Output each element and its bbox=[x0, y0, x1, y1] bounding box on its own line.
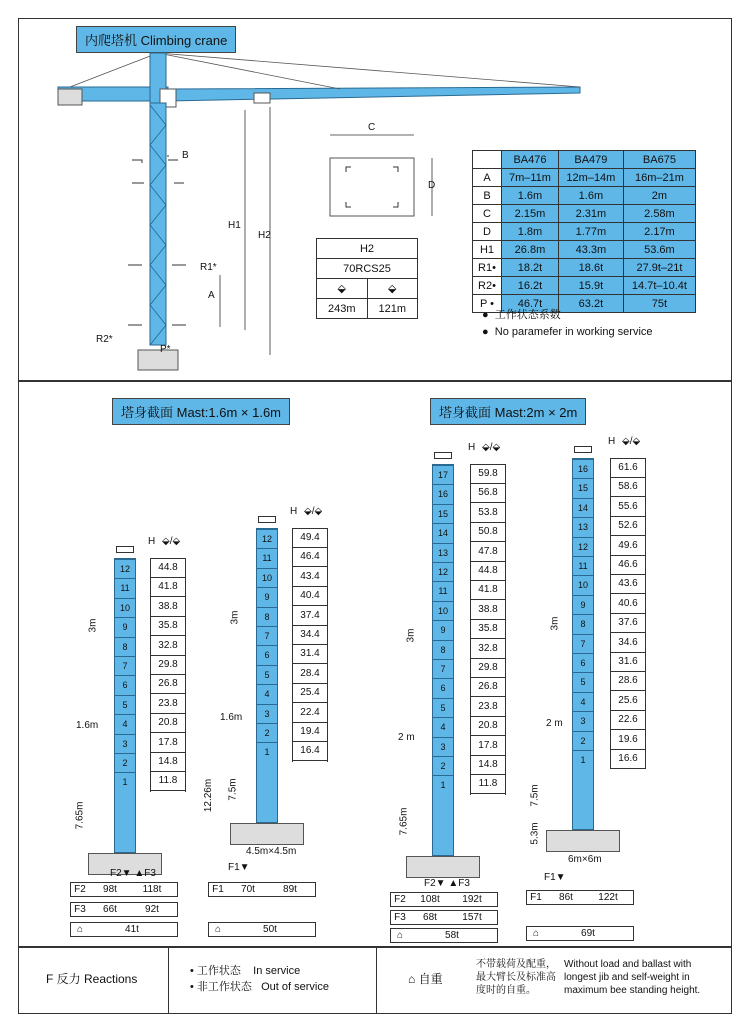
mast-segment: 11 bbox=[115, 578, 135, 597]
mast-base bbox=[230, 823, 304, 845]
reaction-f3: F3 66t 92t bbox=[70, 902, 178, 917]
height-cell: 23.8 bbox=[471, 698, 505, 717]
label-h1: H1 bbox=[228, 220, 241, 231]
mast-segment: 8 bbox=[433, 640, 453, 659]
mast-segment: 12 bbox=[573, 537, 593, 556]
label-r2: R2* bbox=[96, 334, 113, 345]
height-cell: 31.4 bbox=[293, 645, 327, 664]
mast-segment: 8 bbox=[115, 637, 135, 656]
mast-16-title: 塔身截面 Mast:1.6m × 1.6m bbox=[112, 398, 290, 425]
f1-label: F1▼ bbox=[544, 872, 566, 883]
mast-segment: 9 bbox=[257, 587, 277, 606]
mast-segment: 8 bbox=[573, 614, 593, 633]
hook-icon: ⬙/⬙ bbox=[622, 436, 641, 447]
dim-width: 2 m bbox=[546, 718, 563, 729]
h2-table bbox=[316, 238, 418, 319]
height-column bbox=[150, 558, 186, 792]
spec-col-header: BA479 bbox=[558, 151, 623, 169]
legend-no-param-text: No paramefer in working service bbox=[494, 326, 653, 338]
height-cell: 44.8 bbox=[151, 559, 185, 578]
mast-segment: 1 bbox=[573, 750, 593, 769]
mast-segment: 2 bbox=[257, 723, 277, 742]
spec-cell: 12m–14m bbox=[558, 169, 623, 187]
spec-cell: 14.7t–10.4t bbox=[623, 277, 695, 295]
mast-segment: 11 bbox=[257, 548, 277, 567]
spec-col-header: BA476 bbox=[502, 151, 559, 169]
label-d: D bbox=[428, 180, 436, 191]
mast-segment: 9 bbox=[433, 620, 453, 639]
height-cell: 14.8 bbox=[151, 753, 185, 772]
mast-segment: 1 bbox=[433, 775, 453, 794]
height-cell: 14.8 bbox=[471, 756, 505, 775]
dim-base-2: 12.26m bbox=[203, 778, 215, 813]
spec-cell: 18.2t bbox=[502, 259, 559, 277]
height-cell: 25.6 bbox=[611, 692, 645, 711]
spec-key: C bbox=[473, 205, 502, 223]
mast-2-title: 塔身截面 Mast:2m × 2m bbox=[430, 398, 586, 425]
dim-base-1: 7.5m bbox=[227, 778, 239, 801]
spec-key: R1• bbox=[473, 259, 502, 277]
height-cell: 26.8 bbox=[151, 675, 185, 694]
dim-width: 1.6m bbox=[76, 720, 99, 731]
in-service: • 工作状态 In service bbox=[190, 965, 301, 977]
mast-segment: 13 bbox=[433, 543, 453, 562]
mast-base bbox=[406, 856, 480, 878]
mast-segment: 1 bbox=[115, 772, 135, 791]
height-cell: 19.4 bbox=[293, 723, 327, 742]
spec-cell: 53.6m bbox=[623, 241, 695, 259]
spec-table bbox=[472, 150, 696, 313]
dim-base-1: 7.5m bbox=[529, 784, 541, 807]
height-cell: 16.6 bbox=[611, 750, 645, 769]
mast-cap bbox=[116, 546, 134, 553]
mast-segment: 6 bbox=[115, 675, 135, 694]
spec-cell: 2.15m bbox=[502, 205, 559, 223]
height-cell: 31.6 bbox=[611, 653, 645, 672]
height-cell: 49.6 bbox=[611, 537, 645, 556]
height-cell: 46.6 bbox=[611, 556, 645, 575]
mast-segment: 13 bbox=[573, 517, 593, 536]
spec-cell: 63.2t bbox=[558, 295, 623, 313]
mast-segment: 5 bbox=[257, 665, 277, 684]
spec-cell: 16.2t bbox=[502, 277, 559, 295]
mast-segment: 10 bbox=[573, 575, 593, 594]
f2-label: F2▼ ▲F3 bbox=[110, 868, 156, 879]
legend-working bbox=[482, 306, 561, 322]
self-weight-legend: ⌂ 自重 bbox=[408, 972, 443, 986]
spec-key: P • bbox=[473, 295, 502, 313]
h-label: H bbox=[148, 536, 156, 547]
height-cell: 61.6 bbox=[611, 459, 645, 478]
mast-segment: 16 bbox=[573, 459, 593, 478]
height-column bbox=[610, 458, 646, 769]
height-cell: 32.8 bbox=[151, 637, 185, 656]
mast-segment: 3 bbox=[257, 704, 277, 723]
height-cell: 56.8 bbox=[471, 484, 505, 503]
spec-cell: 43.3m bbox=[558, 241, 623, 259]
spec-cell: 46.7t bbox=[502, 295, 559, 313]
mast-segment: 7 bbox=[573, 634, 593, 653]
mast-segment: 7 bbox=[115, 656, 135, 675]
climbing-crane-title: 内爬塔机 Climbing crane bbox=[76, 26, 236, 53]
mast-segment: 10 bbox=[433, 601, 453, 620]
mast-segment: 4 bbox=[115, 714, 135, 733]
self-weight-icon: ⌂ bbox=[76, 924, 84, 935]
mast-base bbox=[546, 830, 620, 852]
label-c: C bbox=[368, 122, 376, 133]
dim-width: 1.6m bbox=[220, 712, 243, 723]
dim-foot: 4.5m×4.5m bbox=[246, 846, 297, 857]
height-cell: 50.8 bbox=[471, 523, 505, 542]
mast-segment: 17 bbox=[433, 465, 453, 484]
label-h2: H2 bbox=[258, 230, 271, 241]
spec-cell: 2.17m bbox=[623, 223, 695, 241]
height-cell: 11.8 bbox=[151, 772, 185, 791]
spec-key: H1 bbox=[473, 241, 502, 259]
height-cell: 41.8 bbox=[151, 578, 185, 597]
mast-segment: 4 bbox=[573, 692, 593, 711]
mast-segment: 7 bbox=[433, 659, 453, 678]
mast-segment: 12 bbox=[115, 559, 135, 578]
mast-segment: 3 bbox=[115, 734, 135, 753]
height-cell: 11.8 bbox=[471, 775, 505, 794]
spec-key: A bbox=[473, 169, 502, 187]
spec-cell: 27.9t–21t bbox=[623, 259, 695, 277]
mast-segment: 9 bbox=[115, 617, 135, 636]
hook-icon: ⬙/⬙ bbox=[304, 506, 323, 517]
dim-base-2: 5.3m bbox=[529, 822, 541, 845]
spec-cell: 2.31m bbox=[558, 205, 623, 223]
mast-segment: 14 bbox=[573, 498, 593, 517]
height-cell: 58.6 bbox=[611, 478, 645, 497]
hook-icon: ⬙ bbox=[367, 279, 418, 299]
height-cell: 25.4 bbox=[293, 684, 327, 703]
en-note: Without load and ballast with longest jib and self-weight in maximum bee standing height. bbox=[564, 959, 701, 996]
label-p: P* bbox=[160, 344, 171, 355]
h2-value: 121m bbox=[367, 299, 418, 319]
dim-seg: 3m bbox=[549, 616, 561, 631]
mast-segment: 5 bbox=[573, 672, 593, 691]
mast-segment: 4 bbox=[433, 717, 453, 736]
mast-segment: 7 bbox=[257, 626, 277, 645]
h2-title: H2 bbox=[317, 239, 418, 259]
mast-segment: 12 bbox=[433, 562, 453, 581]
spec-cell: 16m–21m bbox=[623, 169, 695, 187]
self-weight-icon: ⌂ bbox=[396, 930, 404, 941]
mast-cap bbox=[434, 452, 452, 459]
mast-segment: 2 bbox=[573, 731, 593, 750]
height-cell: 28.4 bbox=[293, 665, 327, 684]
mast-segment: 15 bbox=[573, 478, 593, 497]
height-cell: 38.8 bbox=[151, 598, 185, 617]
h-label: H bbox=[608, 436, 616, 447]
spec-cell: 1.8m bbox=[502, 223, 559, 241]
mast-segment: 3 bbox=[573, 711, 593, 730]
height-cell: 16.4 bbox=[293, 742, 327, 761]
height-cell: 43.4 bbox=[293, 568, 327, 587]
spec-cell: 18.6t bbox=[558, 259, 623, 277]
hook-icon: ⬙ bbox=[317, 279, 368, 299]
spec-cell: 26.8m bbox=[502, 241, 559, 259]
h2-value: 243m bbox=[317, 299, 368, 319]
spec-cell: 2.58m bbox=[623, 205, 695, 223]
self-weight: ⌂ 41t bbox=[70, 922, 178, 937]
bullet-icon: ● bbox=[482, 326, 489, 338]
height-cell: 34.6 bbox=[611, 634, 645, 653]
bullet-icon: ● bbox=[482, 309, 489, 321]
self-weight: ⌂ 58t bbox=[390, 928, 498, 943]
spec-key: R2• bbox=[473, 277, 502, 295]
h-label: H bbox=[290, 506, 298, 517]
height-cell: 37.4 bbox=[293, 607, 327, 626]
dim-foot: 6m×6m bbox=[568, 854, 602, 865]
reaction-f2: F2 98t 118t bbox=[70, 882, 178, 897]
footer-divider bbox=[168, 946, 169, 1013]
mast-body bbox=[572, 458, 594, 830]
mast-segment: 11 bbox=[433, 581, 453, 600]
height-cell: 55.6 bbox=[611, 498, 645, 517]
height-cell: 49.4 bbox=[293, 529, 327, 548]
dim-seg: 3m bbox=[229, 610, 241, 625]
height-cell: 22.4 bbox=[293, 704, 327, 723]
self-weight-icon: ⌂ bbox=[532, 928, 540, 939]
label-a: A bbox=[208, 290, 215, 301]
spec-cell: 15.9t bbox=[558, 277, 623, 295]
height-cell: 40.4 bbox=[293, 587, 327, 606]
spec-key: D bbox=[473, 223, 502, 241]
height-cell: 19.6 bbox=[611, 731, 645, 750]
mast-segment: 6 bbox=[257, 645, 277, 664]
height-cell: 35.8 bbox=[151, 617, 185, 636]
height-cell: 28.6 bbox=[611, 672, 645, 691]
legend-no-param bbox=[482, 326, 653, 338]
spec-cell: 1.6m bbox=[558, 187, 623, 205]
cn-note: 不带载荷及配重，最大臂长及标准高度时的自重。 bbox=[476, 959, 556, 996]
hook-icon: ⬙/⬙ bbox=[482, 442, 501, 453]
height-cell: 26.8 bbox=[471, 678, 505, 697]
mast-segment: 5 bbox=[115, 695, 135, 714]
hook-icon: ⬙/⬙ bbox=[162, 536, 181, 547]
height-cell: 44.8 bbox=[471, 562, 505, 581]
height-cell: 38.8 bbox=[471, 601, 505, 620]
spec-cell: 7m–11m bbox=[502, 169, 559, 187]
height-cell: 43.6 bbox=[611, 575, 645, 594]
self-weight-icon: ⌂ bbox=[214, 924, 222, 935]
height-cell: 17.8 bbox=[471, 737, 505, 756]
dim-seg: 3m bbox=[405, 628, 417, 643]
mast-segment: 10 bbox=[257, 568, 277, 587]
self-weight-icon: ⌂ bbox=[408, 972, 416, 986]
spec-col-header: BA675 bbox=[623, 151, 695, 169]
mast-segment: 3 bbox=[433, 737, 453, 756]
mast-segment: 4 bbox=[257, 684, 277, 703]
mast-segment: 12 bbox=[257, 529, 277, 548]
height-cell: 40.6 bbox=[611, 595, 645, 614]
f2-label: F2▼ ▲F3 bbox=[424, 878, 470, 889]
height-cell: 46.4 bbox=[293, 548, 327, 567]
height-cell: 59.8 bbox=[471, 465, 505, 484]
height-cell: 17.8 bbox=[151, 734, 185, 753]
height-cell: 23.8 bbox=[151, 695, 185, 714]
height-cell: 47.8 bbox=[471, 543, 505, 562]
height-cell: 22.6 bbox=[611, 711, 645, 730]
height-cell: 53.8 bbox=[471, 504, 505, 523]
f1-label: F1▼ bbox=[228, 862, 250, 873]
height-cell: 41.8 bbox=[471, 581, 505, 600]
mast-segment: 11 bbox=[573, 556, 593, 575]
mast-segment: 16 bbox=[433, 484, 453, 503]
mast-segment: 9 bbox=[573, 595, 593, 614]
height-cell: 20.8 bbox=[471, 717, 505, 736]
dim-seg: 3m bbox=[87, 618, 99, 633]
mast-cap bbox=[574, 446, 592, 453]
dim-base: 7.65m bbox=[74, 801, 86, 830]
reaction-f2: F2 108t 192t bbox=[390, 892, 498, 907]
height-cell: 52.6 bbox=[611, 517, 645, 536]
height-column bbox=[292, 528, 328, 762]
height-column bbox=[470, 464, 506, 795]
height-cell: 29.8 bbox=[151, 656, 185, 675]
height-cell: 35.8 bbox=[471, 620, 505, 639]
height-cell: 34.4 bbox=[293, 626, 327, 645]
spec-cell: 75t bbox=[623, 295, 695, 313]
reaction-f3: F3 68t 157t bbox=[390, 910, 498, 925]
height-cell: 32.8 bbox=[471, 640, 505, 659]
mast-segment: 14 bbox=[433, 523, 453, 542]
label-r1: R1* bbox=[200, 262, 217, 273]
dim-width: 2 m bbox=[398, 732, 415, 743]
h-label: H bbox=[468, 442, 476, 453]
height-cell: 29.8 bbox=[471, 659, 505, 678]
mast-segment: 2 bbox=[433, 756, 453, 775]
mast-segment: 10 bbox=[115, 598, 135, 617]
legend-working-text: 工作状态系数 bbox=[494, 309, 561, 321]
height-cell: 20.8 bbox=[151, 714, 185, 733]
spec-key: B bbox=[473, 187, 502, 205]
mast-segment: 2 bbox=[115, 753, 135, 772]
spec-cell: 2m bbox=[623, 187, 695, 205]
mast-cap bbox=[258, 516, 276, 523]
height-cell: 37.6 bbox=[611, 614, 645, 633]
spec-cell: 1.6m bbox=[502, 187, 559, 205]
mast-segment: 15 bbox=[433, 504, 453, 523]
mast-body bbox=[114, 558, 136, 853]
mast-body bbox=[256, 528, 278, 823]
mast-segment: 8 bbox=[257, 607, 277, 626]
mast-body bbox=[432, 464, 454, 856]
mast-segment: 1 bbox=[257, 742, 277, 761]
mast-segment: 5 bbox=[433, 698, 453, 717]
out-of-service: • 非工作状态 Out of service bbox=[190, 981, 329, 993]
spec-corner bbox=[473, 151, 502, 169]
footer-divider bbox=[376, 946, 377, 1013]
reaction-f1: F1 86t 122t bbox=[526, 890, 634, 905]
dim-base: 7.65m bbox=[398, 807, 410, 836]
mast-segment: 6 bbox=[573, 653, 593, 672]
reactions-label: F 反力 Reactions bbox=[46, 972, 138, 986]
self-weight: ⌂ 69t bbox=[526, 926, 634, 941]
label-b: B bbox=[182, 150, 189, 161]
reaction-f1: F1 70t 89t bbox=[208, 882, 316, 897]
spec-cell: 1.77m bbox=[558, 223, 623, 241]
mast-segment: 6 bbox=[433, 678, 453, 697]
h2-model: 70RCS25 bbox=[317, 259, 418, 279]
self-weight: ⌂ 50t bbox=[208, 922, 316, 937]
